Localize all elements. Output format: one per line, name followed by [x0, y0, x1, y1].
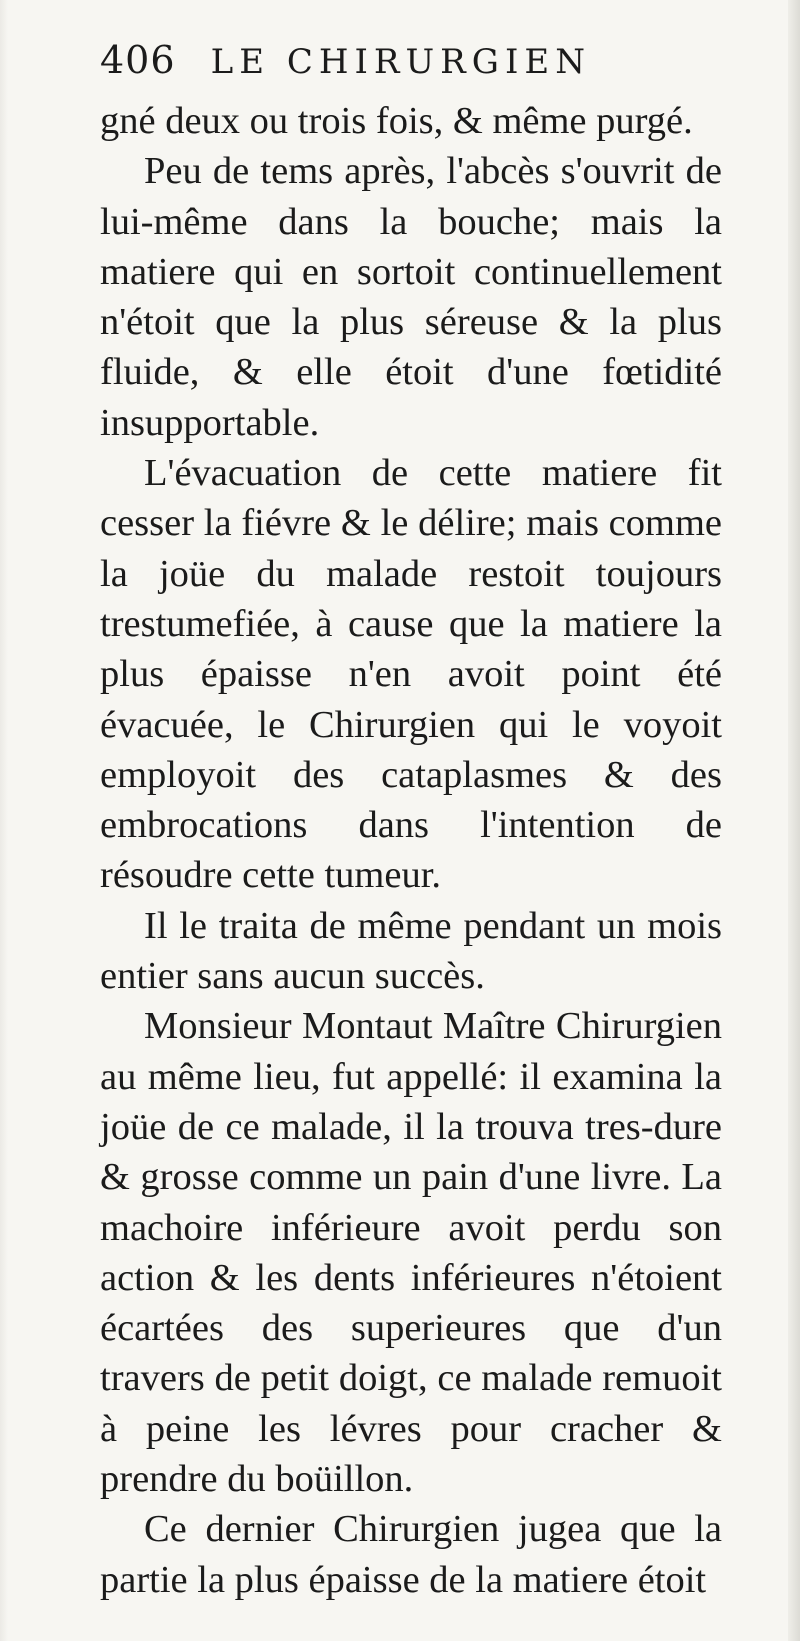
body-text	[100, 96, 722, 1601]
running-head: LE CHIRURGIEN	[210, 42, 591, 82]
page-edge-right	[788, 0, 800, 1641]
page-edge-left	[0, 0, 8, 1641]
page-number: 406	[100, 38, 176, 82]
paragraph: L'évacuation de cette matiere fit cesser la fiévre & le délire; mais comme la joüe du malade restoit toujours trestumefiée, à cause que la matiere la plus épaisse n'en avoit point été évacuée, le Chirurgien qui le voyoit employoit des cataplasmes & des embrocations dans l'intention de résoudre cette tumeur.	[100, 452, 722, 897]
paragraph: Monsieur Montaut Maître Chirurgien au même lieu, fut appellé: il examina la joüe de ce malade, il la trouva tres-dure & grosse comme un pain d'une livre. La machoire inférieure avoit perdu son action & les dents inférieures n'étoient écartées des superieures que d'un travers de petit doigt, ce malade remuoit à peine les lévres pour cracher & prendre du boüillon.	[100, 1005, 722, 1501]
paragraph: Peu de tems après, l'abcès s'ouvrit de lui-même dans la bouche; mais la matiere qui en sortoit continuellement n'étoit que la plus séreuse & la plus fluide, & elle étoit d'une fœtidité insupportable.	[100, 150, 722, 444]
paragraph: Ce dernier Chirurgien jugea que la partie la plus épaisse de la matiere étoit	[100, 1508, 722, 1601]
page-header	[100, 38, 740, 96]
paragraph-continuation: gné deux ou trois fois, & même purgé.	[100, 100, 693, 142]
paragraph: Il le traita de même pendant un mois entier sans aucun succès.	[100, 904, 722, 998]
